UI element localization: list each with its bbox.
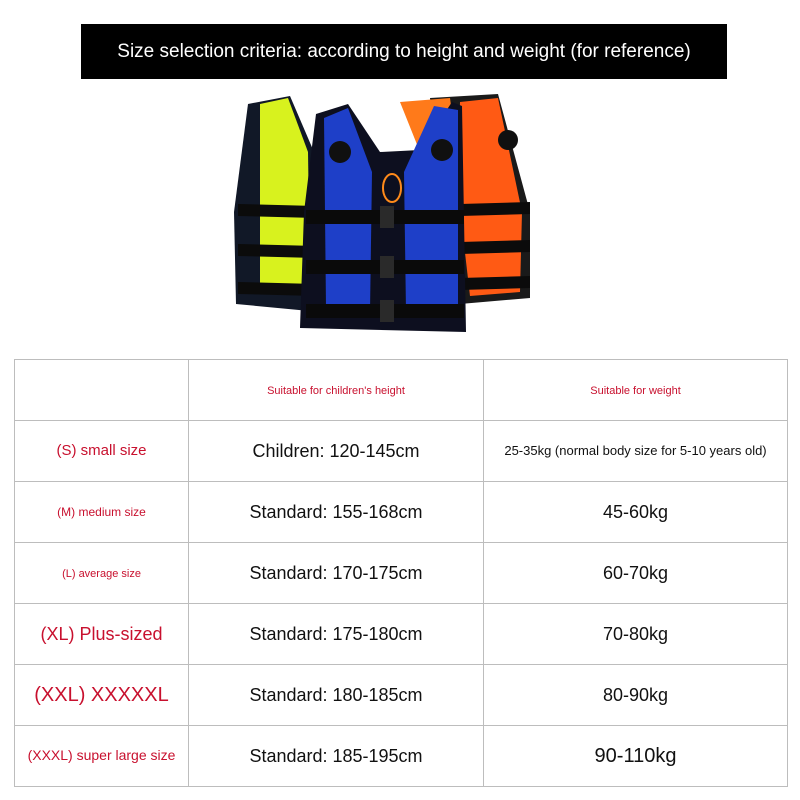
header-cell xyxy=(15,360,189,421)
height-cell xyxy=(189,543,484,604)
size-label: (S) small size xyxy=(56,442,147,459)
size-table xyxy=(14,359,788,787)
height-value: Standard: 180-185cm xyxy=(249,684,423,705)
size-cell xyxy=(15,726,189,787)
table-row xyxy=(15,543,788,604)
height-value: Standard: 175-180cm xyxy=(249,623,423,644)
size-label: (XXL) XXXXXL xyxy=(34,683,169,706)
table-row xyxy=(15,421,788,482)
header-cell xyxy=(189,360,484,421)
weight-cell xyxy=(484,604,788,665)
height-cell xyxy=(189,665,484,726)
height-cell xyxy=(189,482,484,543)
weight-value: 60-70kg xyxy=(602,562,669,583)
size-label: (L) average size xyxy=(62,568,141,580)
weight-value: 25-35kg (normal body size for 5-10 years old) xyxy=(504,443,767,458)
height-cell xyxy=(189,421,484,482)
table-header-row xyxy=(15,360,788,421)
size-cell xyxy=(15,665,189,726)
weight-cell xyxy=(484,482,788,543)
weight-cell xyxy=(484,421,788,482)
weight-cell xyxy=(484,543,788,604)
title-banner xyxy=(81,24,727,79)
size-label: (XXXL) super large size xyxy=(27,747,176,763)
size-cell xyxy=(15,421,189,482)
header-cell xyxy=(484,360,788,421)
height-value: Standard: 170-175cm xyxy=(249,562,423,583)
weight-value: 45-60kg xyxy=(602,501,669,522)
table-row xyxy=(15,482,788,543)
blue-vest xyxy=(300,102,466,332)
height-value: Standard: 155-168cm xyxy=(249,501,423,522)
height-value: Children: 120-145cm xyxy=(252,440,420,461)
height-cell xyxy=(189,604,484,665)
table-row xyxy=(15,665,788,726)
weight-cell xyxy=(484,665,788,726)
size-cell xyxy=(15,604,189,665)
size-cell xyxy=(15,482,189,543)
header-weight-label: Suitable for weight xyxy=(590,385,681,397)
table-row xyxy=(15,604,788,665)
banner-title: Size selection criteria: according to height and weight (for reference) xyxy=(117,40,691,62)
life-vests-image xyxy=(230,92,550,342)
weight-value: 70-80kg xyxy=(602,623,669,644)
size-cell xyxy=(15,543,189,604)
table-row xyxy=(15,726,788,787)
height-cell xyxy=(189,726,484,787)
size-label: (M) medium size xyxy=(57,505,146,519)
height-value: Standard: 185-195cm xyxy=(249,745,423,766)
size-label: (XL) Plus-sized xyxy=(40,623,163,644)
weight-cell xyxy=(484,726,788,787)
weight-value: 80-90kg xyxy=(602,684,669,705)
weight-value: 90-110kg xyxy=(594,744,677,767)
header-height-label: Suitable for children's height xyxy=(267,385,405,397)
